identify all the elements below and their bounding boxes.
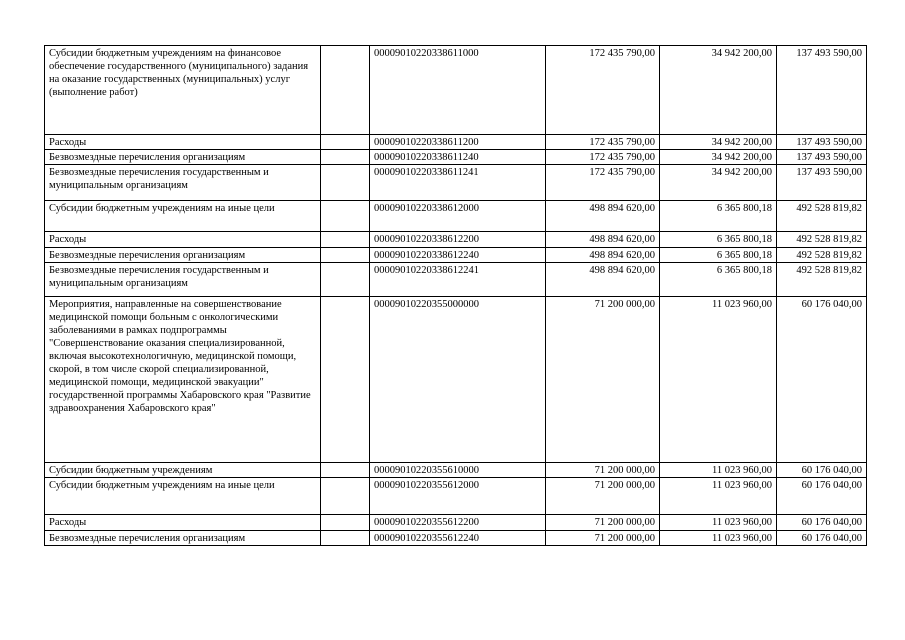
row-empty-cell (321, 263, 370, 297)
row-name: Безвозмездные перечисления организациям (45, 248, 321, 263)
row-rest: 60 176 040,00 (777, 297, 867, 463)
row-rest: 492 528 819,82 (777, 201, 867, 232)
row-done: 6 365 800,18 (660, 201, 777, 232)
row-code: 00009010220338611200 (370, 135, 546, 150)
row-empty-cell (321, 135, 370, 150)
table-row (45, 297, 867, 463)
row-plan: 172 435 790,00 (546, 46, 660, 135)
row-plan: 498 894 620,00 (546, 248, 660, 263)
row-done: 34 942 200,00 (660, 165, 777, 201)
row-done: 6 365 800,18 (660, 232, 777, 248)
row-code: 00009010220338612241 (370, 263, 546, 297)
row-code: 00009010220338611000 (370, 46, 546, 135)
row-rest: 137 493 590,00 (777, 165, 867, 201)
row-done: 34 942 200,00 (660, 135, 777, 150)
row-plan: 498 894 620,00 (546, 232, 660, 248)
table-row (45, 478, 867, 515)
row-rest: 60 176 040,00 (777, 478, 867, 515)
row-done: 11 023 960,00 (660, 478, 777, 515)
row-rest: 60 176 040,00 (777, 463, 867, 478)
row-rest: 60 176 040,00 (777, 531, 867, 546)
row-name: Безвозмездные перечисления государственным и муниципальным организациям (45, 263, 321, 297)
table-row (45, 263, 867, 297)
row-code: 00009010220355610000 (370, 463, 546, 478)
row-name: Безвозмездные перечисления организациям (45, 150, 321, 165)
row-code: 00009010220338612240 (370, 248, 546, 263)
table-row (45, 515, 867, 531)
row-done: 6 365 800,18 (660, 263, 777, 297)
row-plan: 172 435 790,00 (546, 150, 660, 165)
row-plan: 71 200 000,00 (546, 478, 660, 515)
row-plan: 498 894 620,00 (546, 263, 660, 297)
row-plan: 71 200 000,00 (546, 531, 660, 546)
table-row (45, 135, 867, 150)
row-code: 00009010220355612000 (370, 478, 546, 515)
row-rest: 137 493 590,00 (777, 135, 867, 150)
row-name: Безвозмездные перечисления государственным и муниципальным организациям (45, 165, 321, 201)
table-row (45, 165, 867, 201)
row-empty-cell (321, 463, 370, 478)
row-name: Расходы (45, 515, 321, 531)
row-name: Расходы (45, 135, 321, 150)
row-name: Субсидии бюджетным учреждениям (45, 463, 321, 478)
row-rest: 137 493 590,00 (777, 46, 867, 135)
row-done: 11 023 960,00 (660, 297, 777, 463)
row-empty-cell (321, 201, 370, 232)
row-name: Безвозмездные перечисления организациям (45, 531, 321, 546)
row-empty-cell (321, 531, 370, 546)
row-plan: 498 894 620,00 (546, 201, 660, 232)
row-rest: 492 528 819,82 (777, 232, 867, 248)
budget-table (44, 45, 867, 546)
row-empty-cell (321, 165, 370, 201)
row-done: 11 023 960,00 (660, 531, 777, 546)
row-rest: 492 528 819,82 (777, 263, 867, 297)
row-plan: 172 435 790,00 (546, 165, 660, 201)
row-plan: 172 435 790,00 (546, 135, 660, 150)
table-row (45, 150, 867, 165)
table-row (45, 248, 867, 263)
row-plan: 71 200 000,00 (546, 515, 660, 531)
table-row (45, 46, 867, 135)
row-empty-cell (321, 297, 370, 463)
row-empty-cell (321, 150, 370, 165)
row-rest: 137 493 590,00 (777, 150, 867, 165)
row-plan: 71 200 000,00 (546, 463, 660, 478)
table-row (45, 463, 867, 478)
row-rest: 492 528 819,82 (777, 248, 867, 263)
row-code: 00009010220338612000 (370, 201, 546, 232)
row-empty-cell (321, 46, 370, 135)
row-empty-cell (321, 478, 370, 515)
row-done: 6 365 800,18 (660, 248, 777, 263)
row-empty-cell (321, 515, 370, 531)
row-name: Расходы (45, 232, 321, 248)
row-name: Субсидии бюджетным учреждениям на финансовое обеспечение государственного (муниципального) задания на оказание государственных (муниципальных) услуг (выполнение работ) (45, 46, 321, 135)
row-code: 00009010220338611241 (370, 165, 546, 201)
table-row (45, 201, 867, 232)
row-name: Субсидии бюджетным учреждениям на иные цели (45, 201, 321, 232)
budget-table-body (45, 46, 867, 546)
row-name: Мероприятия, направленные на совершенствование медицинской помощи больным с онкологическими заболеваниями в рамках подпрограммы "Совершенствование оказания специализированной, включая высокотехнологичную, медицинской помощи, скорой, в том числе скорой специализированной, медицинской помощи, медицинской эвакуации" государственной программы Хабаровского края "Развитие здравоохранения Хабаровского края" (45, 297, 321, 463)
row-empty-cell (321, 248, 370, 263)
row-done: 34 942 200,00 (660, 46, 777, 135)
row-name: Субсидии бюджетным учреждениям на иные цели (45, 478, 321, 515)
row-code: 00009010220355000000 (370, 297, 546, 463)
row-code: 00009010220355612240 (370, 531, 546, 546)
row-empty-cell (321, 232, 370, 248)
table-row (45, 531, 867, 546)
row-rest: 60 176 040,00 (777, 515, 867, 531)
table-row (45, 232, 867, 248)
row-done: 34 942 200,00 (660, 150, 777, 165)
row-plan: 71 200 000,00 (546, 297, 660, 463)
row-done: 11 023 960,00 (660, 515, 777, 531)
row-code: 00009010220355612200 (370, 515, 546, 531)
row-code: 00009010220338611240 (370, 150, 546, 165)
row-done: 11 023 960,00 (660, 463, 777, 478)
row-code: 00009010220338612200 (370, 232, 546, 248)
